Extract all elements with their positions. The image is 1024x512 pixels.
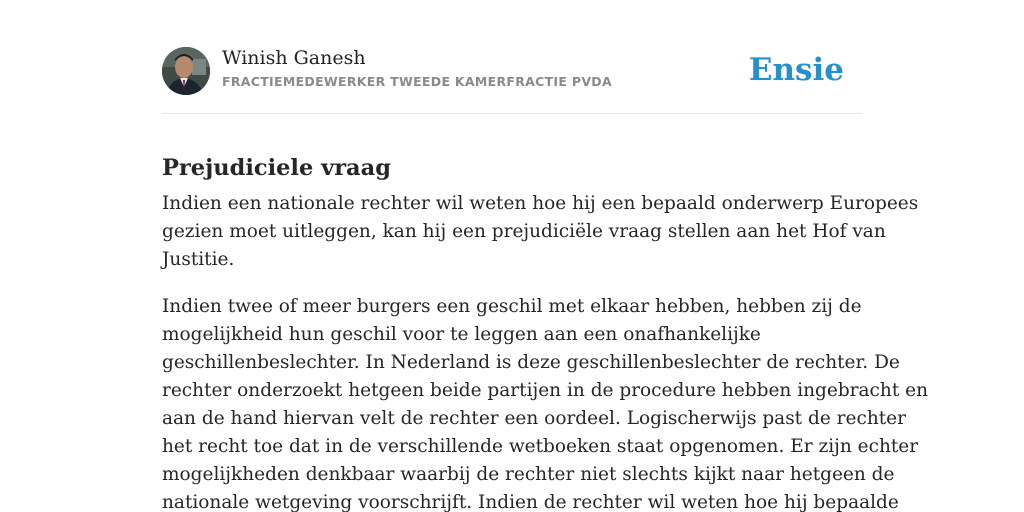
ensie-logo[interactable]: Ensie [748,52,844,88]
paragraph-line: mogelijkheid hun geschil voor te leggen aan een onafhankelijke [162,324,761,345]
paragraph-line: Justitie. [162,249,235,270]
author-role: FRACTIEMEDEWERKER TWEEDE KAMERFRACTIE PVDA [222,74,612,89]
paragraph-line: geschillenbeslechter. In Nederland is deze geschillenbeslechter de rechter. De [162,352,900,373]
author-header [162,46,862,96]
paragraph-line: mogelijkheden denkbaar waarbij de rechter niet slechts kijkt naar hetgeen de [162,464,895,485]
paragraph-line: Indien een nationale rechter wil weten hoe hij een bepaald onderwerp Europees [162,193,919,214]
paragraph-line: Indien twee of meer burgers een geschil met elkaar hebben, hebben zij de [162,296,862,317]
paragraph-1 [162,190,919,274]
avatar[interactable] [162,47,210,95]
paragraph-line: nationale wetgeving voorschrijft. Indien de rechter wil weten hoe hij bepaalde [162,492,899,512]
author-name[interactable]: Winish Ganesh [222,47,366,69]
paragraph-line: aan de hand hiervan velt de rechter een oordeel. Logischerwijs past de rechter [162,408,906,429]
paragraph-2 [162,293,929,512]
article-body [162,190,929,512]
article-title: Prejudiciele vraag [162,155,391,182]
header-divider [162,113,862,114]
paragraph-line: rechter onderzoekt hetgeen beide partijen in de procedure hebben ingebracht en [162,380,929,401]
paragraph-line: het recht toe dat in de verschillende wetboeken staat opgenomen. Er zijn echter [162,436,919,457]
avatar-photo-icon [162,47,210,95]
paragraph-line: gezien moet uitleggen, kan hij een prejudiciële vraag stellen aan het Hof van [162,221,886,242]
